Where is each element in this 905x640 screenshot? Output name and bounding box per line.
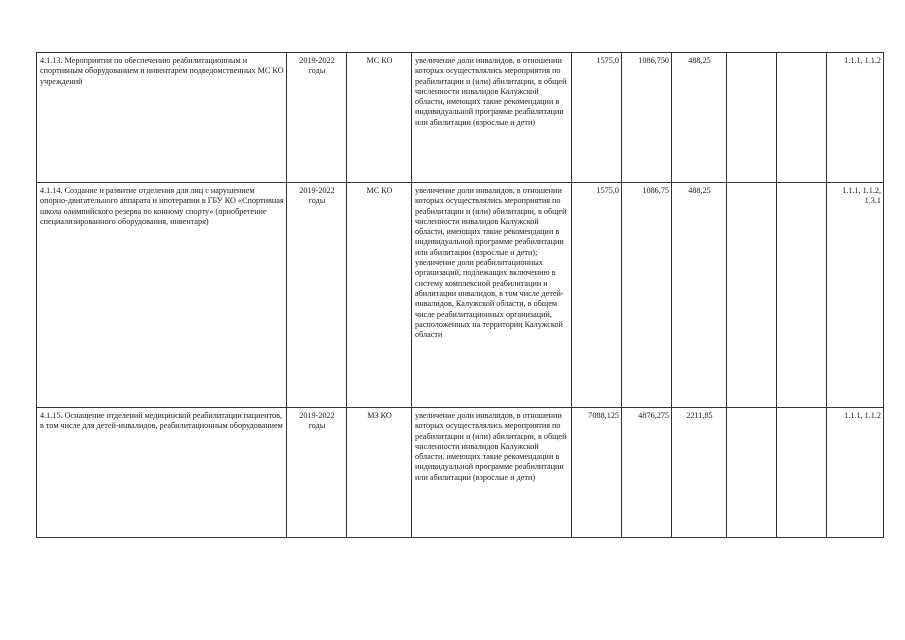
value-cell xyxy=(777,53,827,183)
period-cell: 2019-2022 годы xyxy=(287,53,347,183)
references-cell: 1.1.1, 1.1.2 xyxy=(827,408,884,538)
value-cell: 1086,750 xyxy=(622,53,672,183)
table-row xyxy=(37,408,884,538)
period-cell: 2019-2022 годы xyxy=(287,408,347,538)
measure-name-cell: 4.1.14. Создание и развитие отделения для лиц с нарушением опорно-двигательного аппарата и ипотерапии в ГБУ КО «Спортивная школа олимпийского резерва по конному спорту» (приобретение специализированного оборудования, инвентаря) xyxy=(37,183,287,408)
total-cell: 1575,0 xyxy=(572,53,622,183)
indicator-cell xyxy=(412,183,572,408)
table-row xyxy=(37,53,884,183)
references-cell: 1.1.1, 1.1.2, 1.3.1 xyxy=(827,183,884,408)
indicator-cell: увеличение доли инвалидов, в отношении которых осуществлялись мероприятия по реабилитации и (или) абилитации, в общей численности инвалидов Калужской области, имеющих такие рекомендации в индивидуальной программе реабилитации или абилитации (взрослые и дети) xyxy=(412,408,572,538)
value-cell: 2211,85 xyxy=(672,408,727,538)
measures-table xyxy=(36,52,884,538)
indicator-text: увеличение доли реабилитационных организаций, подлежащих включению в систему комплексной реабилитации и абилитации инвалидов, в том числе детей-инвалидов, Калужской области, в общем числе реабилитационных организаций, расположенных на территории Калужской области xyxy=(415,258,564,340)
references-cell: 1.1.1, 1.1.2 xyxy=(827,53,884,183)
measure-name-cell: 4.1.15. Оснащение отделений медицинской реабилитации пациентов, в том числе для детей-инвалидов, реабилитационным оборудованием xyxy=(37,408,287,538)
indicator-cell: увеличение доли инвалидов, в отношении которых осуществлялись мероприятия по реабилитации и (или) абилитации, в общей численности инвалидов Калужской области, имеющих такие рекомендации в индивидуальной программе реабилитации или абилитации (взрослые и дети) xyxy=(412,53,572,183)
indicator-text: увеличение доли инвалидов, в отношении которых осуществлялись мероприятия по реабилитации и (или) абилитации, в общей численности инвалидов Калужской области, имеющих такие рекомендации в индивидуальной программе реабилитации или абилитации (взрослые и дети); xyxy=(415,186,567,257)
period-cell: 2019-2022 годы xyxy=(287,183,347,408)
value-cell: 488,25 xyxy=(672,53,727,183)
value-cell xyxy=(727,408,777,538)
value-cell: 1086,75 xyxy=(622,183,672,408)
executor-cell: МЗ КО xyxy=(347,408,412,538)
total-cell: 7088,125 xyxy=(572,408,622,538)
executor-cell: МС КО xyxy=(347,53,412,183)
table-row xyxy=(37,183,884,408)
measure-name-cell: 4.1.13. Мероприятия по обеспечению реабилитационным и спортивным оборудованием и инвентарем подведомственных МС КО учреждений xyxy=(37,53,287,183)
document-page xyxy=(36,52,883,538)
value-cell: 488,25 xyxy=(672,183,727,408)
value-cell: 4876,275 xyxy=(622,408,672,538)
value-cell xyxy=(727,53,777,183)
value-cell xyxy=(727,183,777,408)
executor-cell: МС КО xyxy=(347,183,412,408)
total-cell: 1575,0 xyxy=(572,183,622,408)
value-cell xyxy=(777,183,827,408)
value-cell xyxy=(777,408,827,538)
